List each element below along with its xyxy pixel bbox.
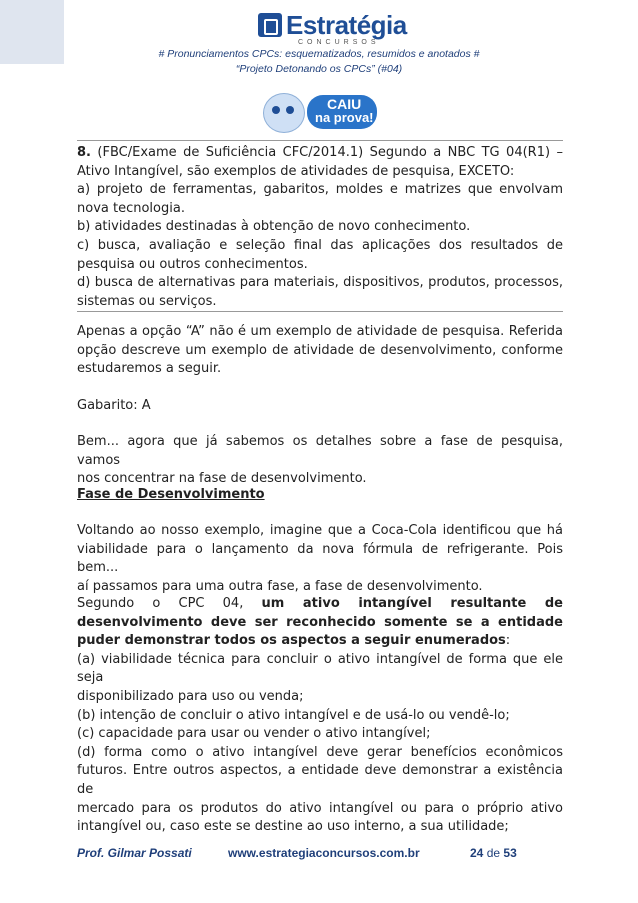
- transition-paragraph: Bem... agora que já sabemos os detalhes sobre a fase de pesquisa, vamos nos concentrar na fase de desenvolvimento.: [77, 434, 563, 487]
- option-c: c) busca, avaliação e seleção final das aplicações dos resultados de: [77, 237, 563, 253]
- item-b: (b) intenção de concluir o ativo intangível e de usá-lo ou vendê-lo;: [77, 707, 510, 723]
- item-d: (d) forma como o ativo intangível deve gerar benefícios econômicos: [77, 744, 563, 760]
- item-a: (a) viabilidade técnica para concluir o ativo intangível de forma que ele seja: [77, 651, 563, 686]
- item-d-cont: futuros. Entre outros aspectos, a entidade deve demonstrar a existência de: [77, 763, 563, 797]
- question-bottom-rule: [77, 311, 563, 312]
- question-number: 8.: [77, 145, 91, 160]
- option-c-cont: pesquisa ou outros conhecimentos.: [77, 256, 308, 272]
- item-d-cont: intangível ou, caso este se destine ao uso interno, a sua utilidade;: [77, 819, 509, 835]
- logo-title: Estratégia: [286, 10, 407, 40]
- option-d: d) busca de alternativas para materiais, dispositivos, produtos, processos,: [77, 275, 563, 291]
- question-line: 8. (FBC/Exame de Suficiência CFC/2014.1) Segundo a NBC TG 04(R1) –: [77, 145, 563, 160]
- example-paragraph: Voltando ao nosso exemplo, imagine que a Coca-Cola identificou que há viabilidade para o lançamento da nova fórmula de refrigerante. Pois bem... aí passamos para uma outra fase, a fase de desenvolvimento.: [77, 523, 563, 594]
- header-line-1: # Pronunciamentos CPCs: esquematizados, resumidos e anotados #: [158, 48, 480, 60]
- footer-page-number: 24 de 53: [470, 846, 517, 860]
- option-a-cont: nova tecnologia.: [77, 200, 185, 216]
- answer-paragraph: Apenas a opção “A” não é um exemplo de atividade de pesquisa. Referida opção descreve um exemplo de atividade de desenvolvimento, conforme estudaremos a seguir.: [77, 324, 563, 377]
- question-block: [77, 144, 563, 311]
- logo-subtitle: CONCURSOS: [298, 39, 380, 46]
- item-c: (c) capacidade para usar ou vender o ativo intangível;: [77, 726, 431, 742]
- gabarito: Gabarito: A: [77, 398, 151, 413]
- question-line: Ativo Intangível, são exemplos de atividades de pesquisa, EXCETO:: [77, 163, 515, 179]
- question-top-rule: [77, 140, 563, 141]
- option-a: a) projeto de ferramentas, gabaritos, moldes e matrizes que envolvam: [77, 182, 563, 198]
- footer-url: www.estrategiaconcursos.com.br: [228, 846, 420, 860]
- item-d-cont: mercado para os produtos do ativo intangível ou para o próprio ativo: [77, 800, 563, 816]
- item-a-cont: disponibilizado para uso ou venda;: [77, 688, 304, 704]
- mascot-icon: [263, 93, 305, 133]
- cpc-paragraph: Segundo o CPC 04, um ativo intangível resultante de desenvolvimento deve ser reconhecido somente se a entidade puder demonstrar todos os aspectos a seguir enumerados: (a) viabilidade técnica para concluir o ativo intangível de forma que ele seja disponibilizado para uso ou venda; (b) intenção de concluir o ativo intangível e de usá-lo ou vendê-lo; (c) capacidade para usar ou vender o ativo intangível; (d) forma como o ativo intangível deve gerar benefícios econômicos futuros. Entre outros aspectos, a entidade deve demonstrar a existência de mercado para os produtos do ativo intangível ou para o próprio ativo intangível ou, caso este se destine ao uso interno, a sua utilidade;: [77, 595, 563, 837]
- option-b: b) atividades destinadas à obtenção de novo conhecimento.: [77, 219, 471, 235]
- badge-line-2: na prova!: [315, 110, 374, 125]
- section-heading: Fase de Desenvolvimento: [77, 487, 265, 502]
- option-d-cont: sistemas ou serviços.: [77, 293, 217, 309]
- estrategia-logo: [258, 10, 407, 50]
- caiu-na-prova-badge: [263, 93, 378, 131]
- footer-author: Prof. Gilmar Possati: [77, 846, 192, 860]
- badge-line-1: CAIU: [327, 96, 362, 112]
- header-line-2: “Projeto Detonando os CPCs” (#04): [235, 63, 403, 75]
- logo-book-icon: [258, 13, 282, 37]
